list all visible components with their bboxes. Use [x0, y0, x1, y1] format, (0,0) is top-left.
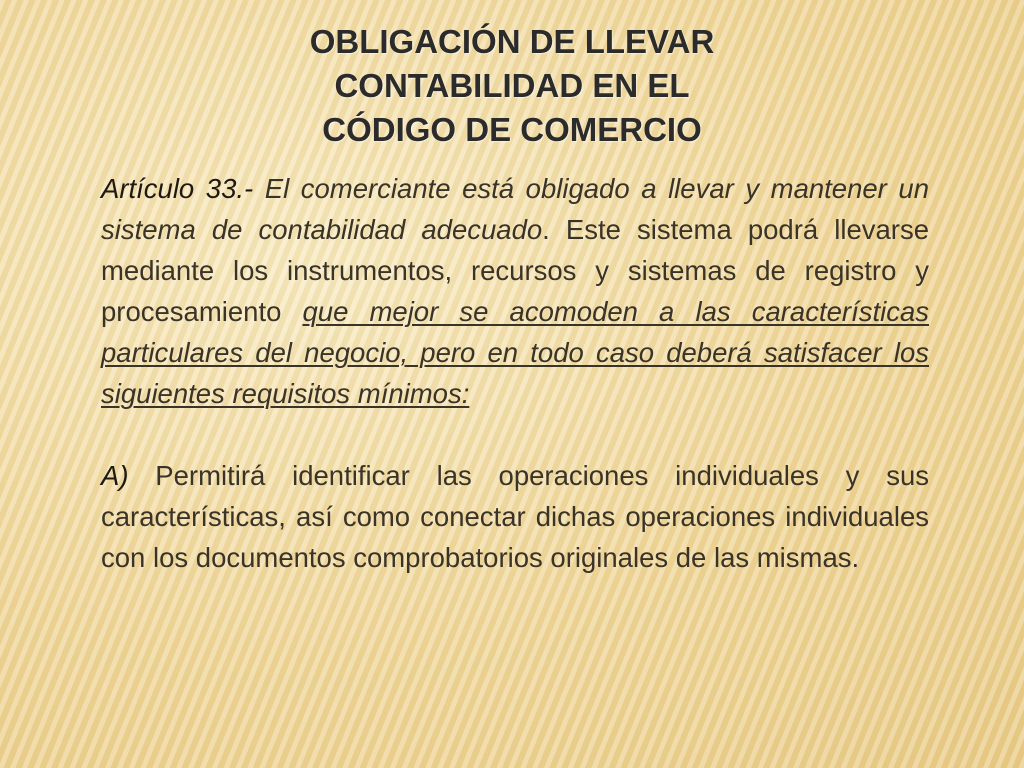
slide-title	[150, 20, 874, 152]
article-underlined-text: que mejor se acomoden a las características particulares del negocio, pero en todo caso deberá satisfacer los siguientes requisitos mínimos:	[101, 296, 930, 409]
item-a-label: A)	[101, 460, 129, 491]
article-plain-text: . Este sistema podrá llevarse mediante los instrumentos, recursos y sistemas de registro y procesamiento	[101, 214, 929, 327]
article-reference: Artículo 33.-	[101, 173, 254, 204]
slide-body	[101, 168, 929, 578]
item-a-paragraph	[101, 455, 929, 578]
title-line-2: CONTABILIDAD EN EL	[334, 67, 690, 104]
item-a-text: Permitirá identificar las operaciones individuales y sus características, así como conectar dichas operaciones individuales con los documentos comprobatorios originales de las mismas.	[101, 460, 929, 573]
title-line-3: CÓDIGO DE COMERCIO	[322, 111, 702, 148]
article-italic-text: El comerciante está obligado a llevar y mantener un sistema de contabilidad adecuado	[101, 173, 929, 245]
title-line-1: OBLIGACIÓN DE LLEVAR	[309, 23, 715, 60]
article-paragraph	[101, 168, 929, 414]
